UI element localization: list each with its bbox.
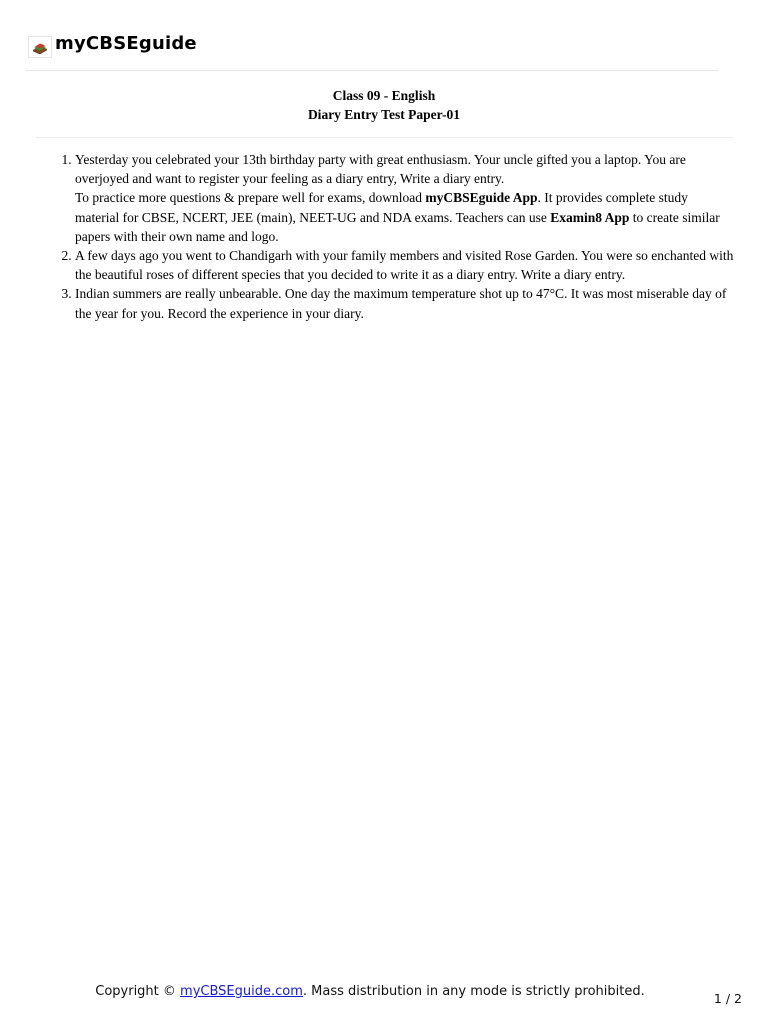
promo-app-name: myCBSEguide App (425, 190, 538, 206)
brand-name: myCBSEguide (55, 33, 197, 54)
promo-text-2: . It provides complete study material for CBSE, NCERT, JEE (main), NEET-UG and NDA exams. Teachers can use (75, 190, 688, 225)
copyright-prefix: Copyright © (95, 984, 181, 999)
paper-title: Diary Entry Test Paper-01 (307, 107, 461, 122)
promo-text-1: To practice more questions & prepare well for exams, download (75, 190, 426, 206)
question-item (75, 150, 735, 246)
site-link[interactable]: myCBSEguide.com (180, 984, 303, 999)
question-text: A few days ago you went to Chandigarh with your family members and visited Rose Garden. You were so enchanted with the beautiful roses of different species that you decided to write it as a diary entry. Write a diary entry. (75, 248, 734, 283)
heading-divider (36, 137, 734, 138)
promo-examin8-app-name: Examin8 App (550, 209, 630, 225)
copyright-footer (0, 984, 740, 999)
promo-text-3: to create similar papers with their own name and logo. (75, 209, 720, 244)
book-logo-graphic (29, 37, 51, 57)
question-list (0, 150, 768, 323)
page-number: 1 / 2 (713, 991, 742, 1006)
question-text: Indian summers are really unbearable. One day the maximum temperature shot up to 47°C. It was most miserable day of the year for you. Record the experience in your diary. (75, 286, 727, 321)
copyright-suffix: . Mass distribution in any mode is strictly prohibited. (302, 984, 645, 999)
class-line: Class 09 - English (332, 88, 436, 103)
question-text: Yesterday you celebrated your 13th birthday party with great enthusiasm. Your uncle gifted you a laptop. You are overjoyed and want to register your feeling as a diary entry, Write a diary entry. (75, 152, 686, 187)
question-item (75, 246, 735, 284)
document-heading (0, 86, 768, 124)
book-logo-icon (28, 36, 52, 58)
question-item (75, 284, 735, 322)
page-header (26, 30, 718, 71)
